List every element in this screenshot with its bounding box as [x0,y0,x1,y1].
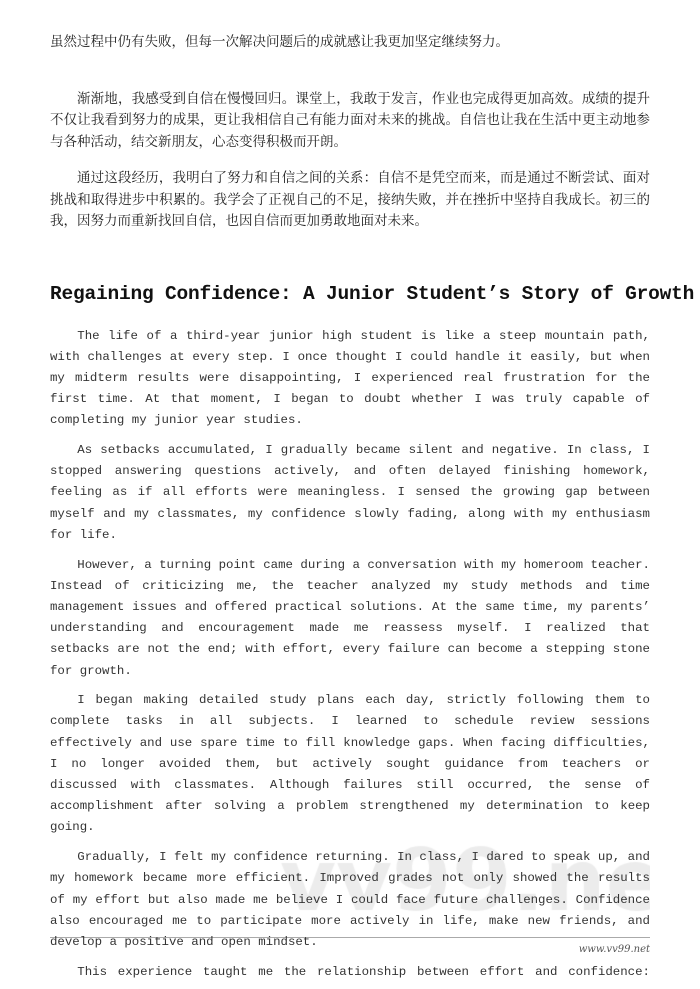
english-paragraph: Gradually, I felt my confidence returning. In class, I dared to speak up, and my homework became more efficient. Improved grades not only showed the results of my effort but also made me believe I could face future challenges. Confidence also encouraged me to participate more actively in life, make new friends, and develop a positive and open mindset. [50,850,650,949]
english-paragraph: This experience taught me the relationship between effort and confidence: [77,964,650,979]
chinese-paragraph: 渐渐地，我感受到自信在慢慢回归。课堂上，我敢于发言，作业也完成得更加高效。成绩的提升不仅让我看到努力的成果，更让我相信自己有能力面对未来的挑战。自信也让我在生活中更主动地参与各种活动，结交新朋友，心态变得积极而开朗。 [50,90,650,150]
english-paragraph: I began making detailed study plans each day, strictly following them to complete tasks in all subjects. I learned to schedule review sessions effectively and use spare time to fill knowledge gaps. When facing difficulties, I no longer avoided them, but actively sought guidance from teachers or discussed with classmates. Although failures still occurred, the sense of accomplishment after solving a problem strengthened my determination to keep going. [50,693,650,835]
english-paragraph: The life of a third-year junior high student is like a steep mountain path, with challenges at every step. I once thought I could handle it easily, but when my midterm results were disappointing, I experienced real frustration for the first time. At that moment, I began to doubt whether I was truly capable of completing my junior year studies. [50,328,650,428]
chinese-paragraph: 通过这段经历，我明白了努力和自信之间的关系：自信不是凭空而来，而是通过不断尝试、面对挑战和取得进步中积累的。我学会了正视自己的不足，接纳失败，并在挫折中坚持自我成长。初三的我，因努力而重新找回自信，也因自信而更加勇敢地面对未来。 [50,170,650,229]
chinese-paragraph: 虽然过程中仍有失败，但每一次解决问题后的成就感让我更加坚定继续努力。 [50,34,509,50]
document-page [50,32,695,983]
essay-title: Regaining Confidence: A Junior Student’s Story of Growth [50,282,695,305]
footer-url: www.vv99.net [578,944,650,955]
english-paragraph: As setbacks accumulated, I gradually became silent and negative. In class, I stopped answering questions actively, and often delayed finishing homework, feeling as if all efforts were meaningless. I sensed the growing gap between myself and my classmates, my confidence slowly fading, along with my enthusiasm for life. [50,443,650,542]
english-paragraph: However, a turning point came during a conversation with my homeroom teacher. Instead of criticizing me, the teacher analyzed my study methods and time management issues and offered practical solutions. At the same time, my parents’ understanding and encouragement made me reassess myself. I realized that setbacks are not the end; with effort, every failure can become a stepping stone for growth. [50,557,650,678]
